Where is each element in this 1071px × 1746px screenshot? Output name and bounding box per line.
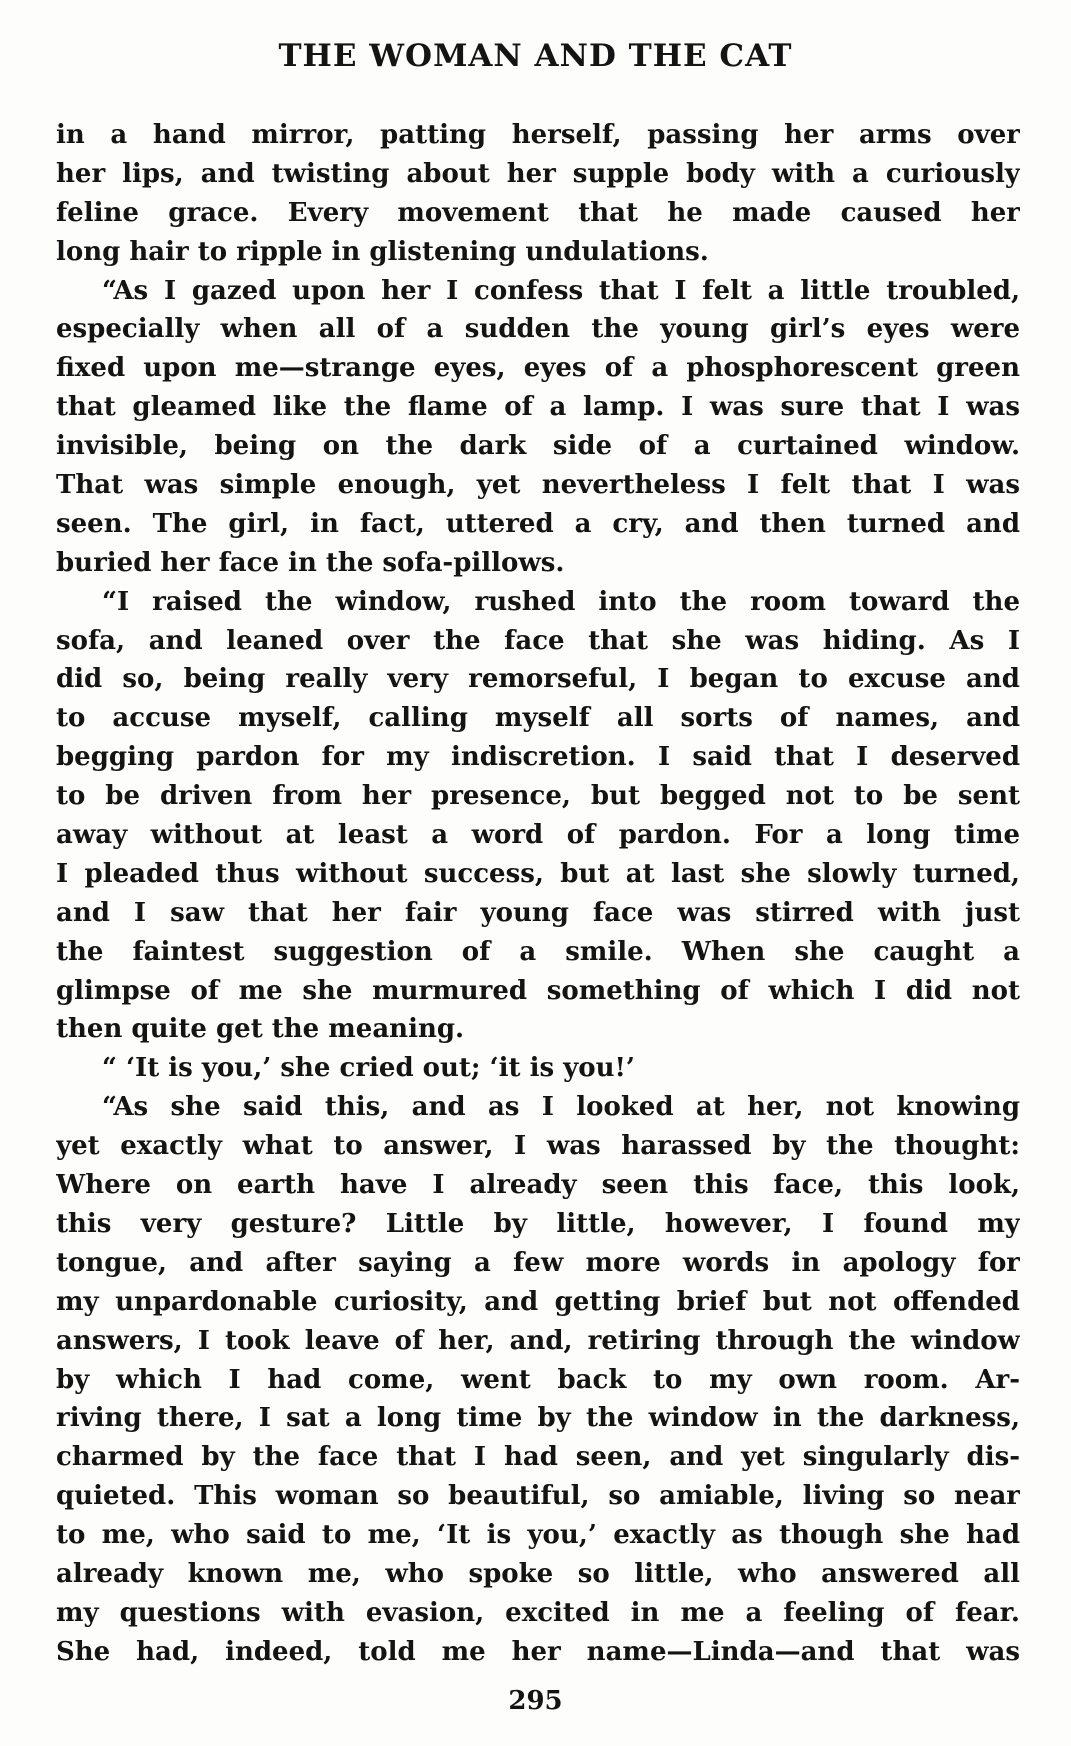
text-line: “ ‘It is you,’ she cried out; ‘it is you!’: [102, 1053, 635, 1084]
text-line: invisible, being on the dark side of a curtained window.: [56, 431, 1020, 462]
text-line: by which I had come, went back to my own room. Ar-: [56, 1364, 1020, 1395]
text-line: answers, I took leave of her, and, retiring through the window: [56, 1325, 1020, 1356]
text-line: “As I gazed upon her I confess that I felt a little troubled,: [102, 275, 1020, 306]
text-line: to accuse myself, calling myself all sorts of names, and: [56, 703, 1020, 734]
text-line: in a hand mirror, patting herself, passing her arms over: [56, 120, 1020, 150]
page-number: 295: [508, 1686, 563, 1716]
text-line: riving there, I sat a long time by the window in the darkness,: [56, 1403, 1020, 1434]
text-line: her lips, and twisting about her supple body with a curiously: [56, 158, 1020, 189]
text-line: the faintest suggestion of a smile. When she caught a: [56, 936, 1020, 967]
text-line: seen. The girl, in fact, uttered a cry, and then turned and: [56, 508, 1020, 539]
text-line: charmed by the face that I had seen, and yet singularly dis-: [56, 1442, 1020, 1473]
text-line: this very gesture? Little by little, however, I found my: [56, 1208, 1020, 1239]
text-line: and I saw that her fair young face was stirred with just: [56, 897, 1020, 928]
running-head: THE WOMAN AND THE CAT: [278, 38, 793, 74]
text-line: “I raised the window, rushed into the room toward the: [102, 586, 1020, 617]
text-line: “As she said this, and as I looked at her, not knowing: [102, 1092, 1020, 1123]
text-line: That was simple enough, yet nevertheless I felt that I was: [56, 470, 1020, 501]
text-line: glimpse of me she murmured something of which I did not: [56, 975, 1020, 1006]
text-line: that gleamed like the flame of a lamp. I was sure that I was: [56, 392, 1020, 423]
text-line: fixed upon me—strange eyes, eyes of a phosphorescent green: [56, 353, 1020, 384]
text-line: especially when all of a sudden the young girl’s eyes were: [56, 314, 1020, 345]
text-line: already known me, who spoke so little, who answered all: [56, 1558, 1020, 1589]
text-line: She had, indeed, told me her name—Linda—and that was: [56, 1636, 1020, 1667]
text-line: to be driven from her presence, but begged not to be sent: [56, 781, 1020, 812]
text-line: feline grace. Every movement that he made caused her: [56, 197, 1020, 228]
text-line: long hair to ripple in glistening undulations.: [56, 236, 709, 267]
text-line: my questions with evasion, excited in me a feeling of fear.: [56, 1597, 1020, 1628]
text-line: Where on earth have I already seen this face, this look,: [56, 1170, 1020, 1201]
text-line: buried her face in the sofa-pillows.: [56, 547, 565, 578]
text-line: sofa, and leaned over the face that she was hiding. As I: [56, 625, 1020, 656]
text-line: I pleaded thus without success, but at last she slowly turned,: [56, 858, 1020, 889]
body-text: [56, 116, 1020, 1672]
text-line: away without at least a word of pardon. For a long time: [56, 820, 1020, 851]
text-line: then quite get the meaning.: [56, 1014, 465, 1045]
text-line: to me, who said to me, ‘It is you,’ exactly as though she had: [56, 1520, 1020, 1551]
text-line: did so, being really very remorseful, I began to excuse and: [56, 664, 1020, 695]
text-line: quieted. This woman so beautiful, so amiable, living so near: [56, 1481, 1020, 1512]
text-line: begging pardon for my indiscretion. I said that I deserved: [56, 742, 1020, 773]
text-line: my unpardonable curiosity, and getting brief but not offended: [56, 1286, 1020, 1317]
text-line: yet exactly what to answer, I was harassed by the thought:: [56, 1131, 1020, 1162]
text-line: tongue, and after saying a few more words in apology for: [56, 1247, 1020, 1278]
